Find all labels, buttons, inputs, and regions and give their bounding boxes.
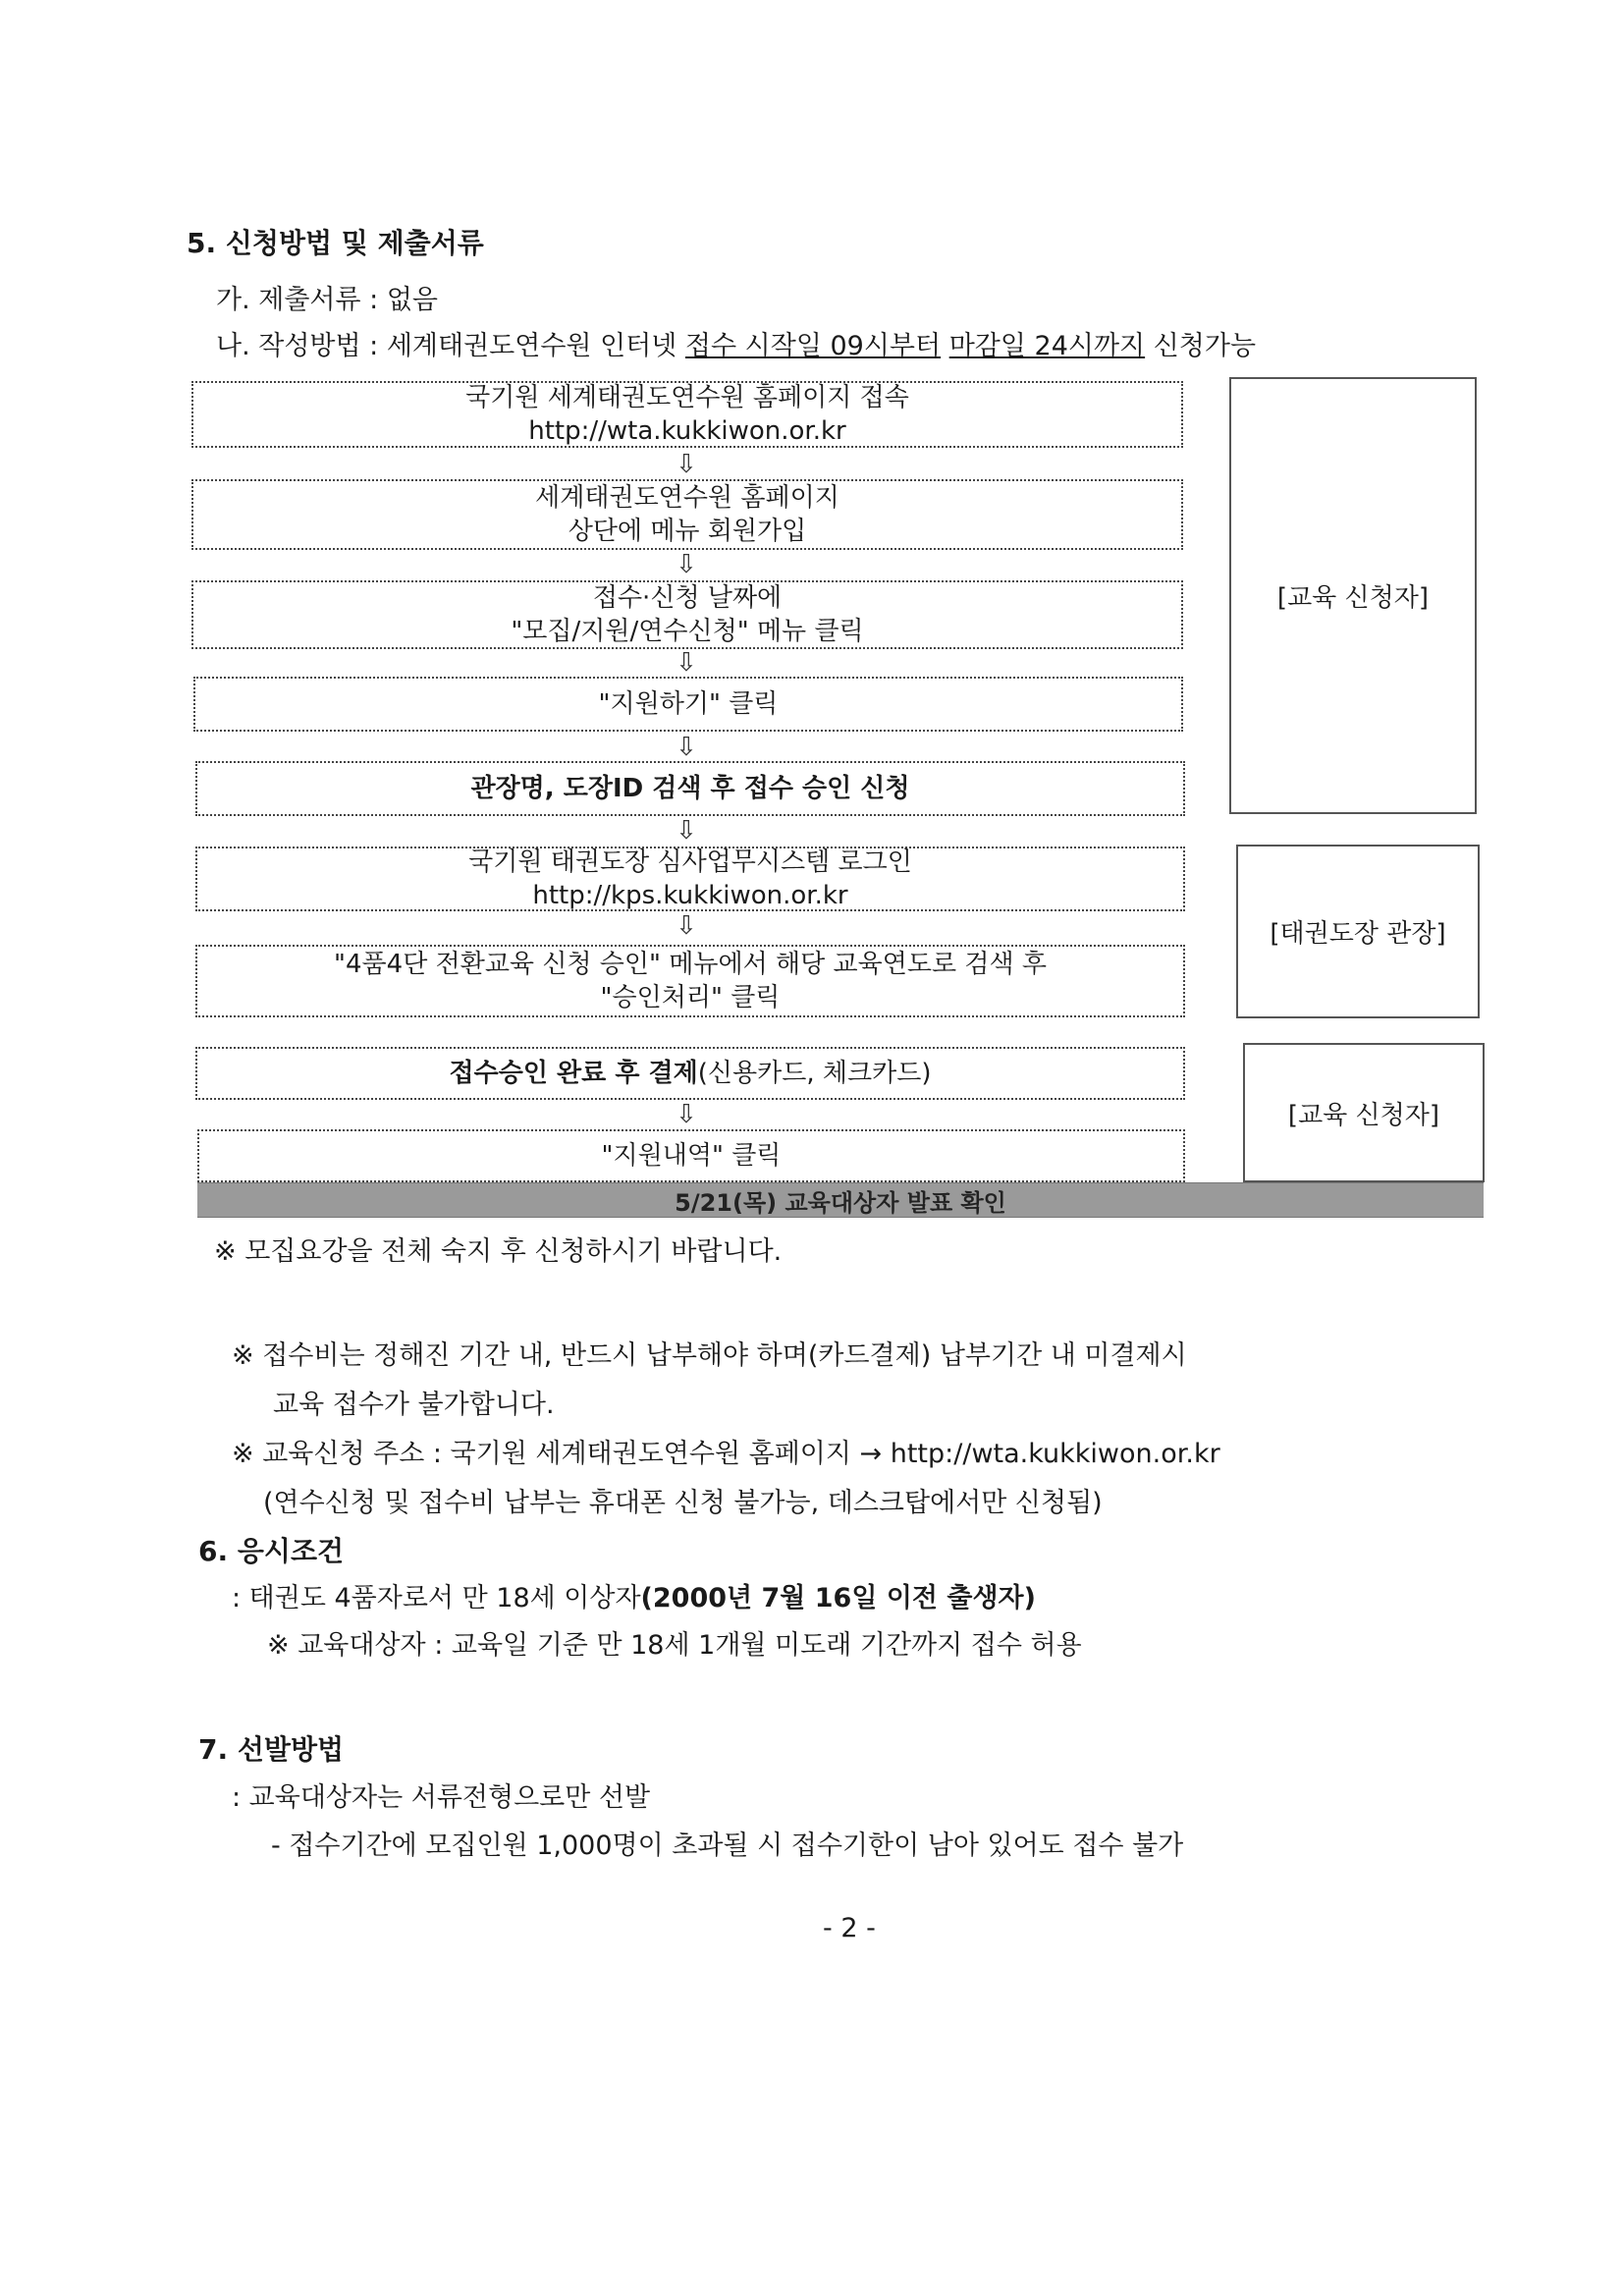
side-label-applicant-2-text: [교육 신청자]	[1287, 1100, 1440, 1130]
flow-step-3-line1: 접수·신청 날짜에	[592, 583, 783, 613]
flow-step-9-text: "지원내역" 클릭	[601, 1141, 782, 1171]
flow-arrow-icon: ⇩	[676, 450, 697, 479]
flow-step-8-text	[450, 1057, 932, 1090]
flow-arrow-icon: ⇩	[676, 550, 697, 579]
section7-line2: - 접수기간에 모집인원 1,000명이 초과될 시 접수기한이 남아 있어도 접수 불가	[271, 1831, 1184, 1861]
flow-step-7-line2: "승인처리" 클릭	[600, 983, 781, 1012]
flow-step-6-line1: 국기원 태권도장 심사업무시스템 로그인	[468, 847, 912, 877]
flow-step-9	[197, 1129, 1185, 1182]
section5-item-na	[216, 324, 1256, 362]
flow-step-3	[191, 580, 1183, 649]
side-label-dojang-master	[1236, 845, 1480, 1018]
page-number: - 2 -	[823, 1913, 876, 1943]
side-label-dojang-master-text: [태권도장 관장]	[1270, 919, 1446, 949]
flow-arrow-icon: ⇩	[676, 816, 697, 846]
flow-step-8-bold: 접수승인 완료 후 결제	[449, 1059, 698, 1088]
flow-arrow-icon: ⇩	[676, 911, 697, 941]
flow-step-4-text: "지원하기" 클릭	[598, 689, 779, 719]
announcement-banner-text: 5/21(목) 교육대상자 발표 확인	[675, 1188, 1006, 1217]
section6-title: 6. 응시조건	[198, 1535, 345, 1567]
side-label-applicant-1	[1229, 377, 1477, 814]
na-underline-end: 마감일 24시까지	[948, 331, 1146, 361]
note-address-line2: (연수신청 및 접수비 납부는 휴대폰 신청 불가능, 데스크탑에서만 신청됨)	[263, 1488, 1103, 1518]
flow-step-3-line2: "모집/지원/연수신청" 메뉴 클릭	[511, 617, 864, 646]
flow-arrow-icon: ⇩	[676, 733, 697, 762]
section6-line1-plain: : 태권도 4품자로서 만 18세 이상자	[232, 1583, 641, 1613]
na-prefix: 나. 작성방법 : 세계태권도연수원 인터넷	[216, 331, 685, 361]
flow-step-6-url: http://kps.kukkiwon.or.kr	[532, 881, 848, 910]
note-read-guide: ※ 모집요강을 전체 숙지 후 신청하시기 바랍니다.	[214, 1236, 783, 1267]
section6-line1-bold: (2000년 7월 16일 이전 출생자)	[640, 1583, 1036, 1613]
flow-step-2-line1: 세계태권도연수원 홈페이지	[535, 483, 839, 513]
section6-line2: ※ 교육대상자 : 교육일 기준 만 18세 1개월 미도래 기간까지 접수 허용	[267, 1630, 1082, 1661]
flow-step-5	[195, 761, 1185, 816]
flow-arrow-icon: ⇩	[676, 1100, 697, 1129]
note-address-line1: ※ 교육신청 주소 : 국기원 세계태권도연수원 홈페이지 → http://wta.kukkiwon.or.kr	[232, 1439, 1220, 1469]
note-fee-line1: ※ 접수비는 정해진 기간 내, 반드시 납부해야 하며(카드결제) 납부기간 내 미결제시	[232, 1340, 1187, 1371]
section5-item-ga: 가. 제출서류 : 없음	[216, 285, 439, 315]
section6-line1	[232, 1576, 1036, 1614]
flow-step-5-text: 관장명, 도장ID 검색 후 접수 승인 신청	[470, 774, 910, 803]
flow-arrow-icon: ⇩	[676, 648, 697, 678]
side-label-applicant-2	[1243, 1043, 1485, 1182]
flow-step-2-line2: 상단에 메뉴 회원가입	[568, 517, 807, 546]
section7-line1: : 교육대상자는 서류전형으로만 선발	[232, 1782, 651, 1813]
flow-step-6	[195, 847, 1185, 911]
flow-step-7-line1: "4품4단 전환교육 신청 승인" 메뉴에서 해당 교육연도로 검색 후	[334, 950, 1047, 979]
flow-step-2	[191, 479, 1183, 550]
flow-step-1	[191, 381, 1183, 448]
flow-step-4	[193, 677, 1183, 732]
flow-step-7	[195, 945, 1185, 1017]
flow-step-8	[195, 1047, 1185, 1100]
flow-step-1-url: http://wta.kukkiwon.or.kr	[528, 416, 846, 446]
flow-step-8-rest: (신용카드, 체크카드)	[697, 1059, 932, 1088]
flow-step-1-line1: 국기원 세계태권도연수원 홈페이지 접속	[465, 383, 909, 412]
note-fee-line2: 교육 접수가 불가합니다.	[273, 1390, 555, 1420]
na-suffix: 신청가능	[1145, 331, 1257, 361]
section7-title: 7. 선발방법	[198, 1733, 345, 1766]
announcement-banner	[197, 1182, 1484, 1218]
na-underline-start: 접수 시작일 09시부터	[684, 331, 942, 361]
side-label-applicant-1-text: [교육 신청자]	[1276, 583, 1430, 613]
section5-title: 5. 신청방법 및 제출서류	[187, 227, 484, 259]
